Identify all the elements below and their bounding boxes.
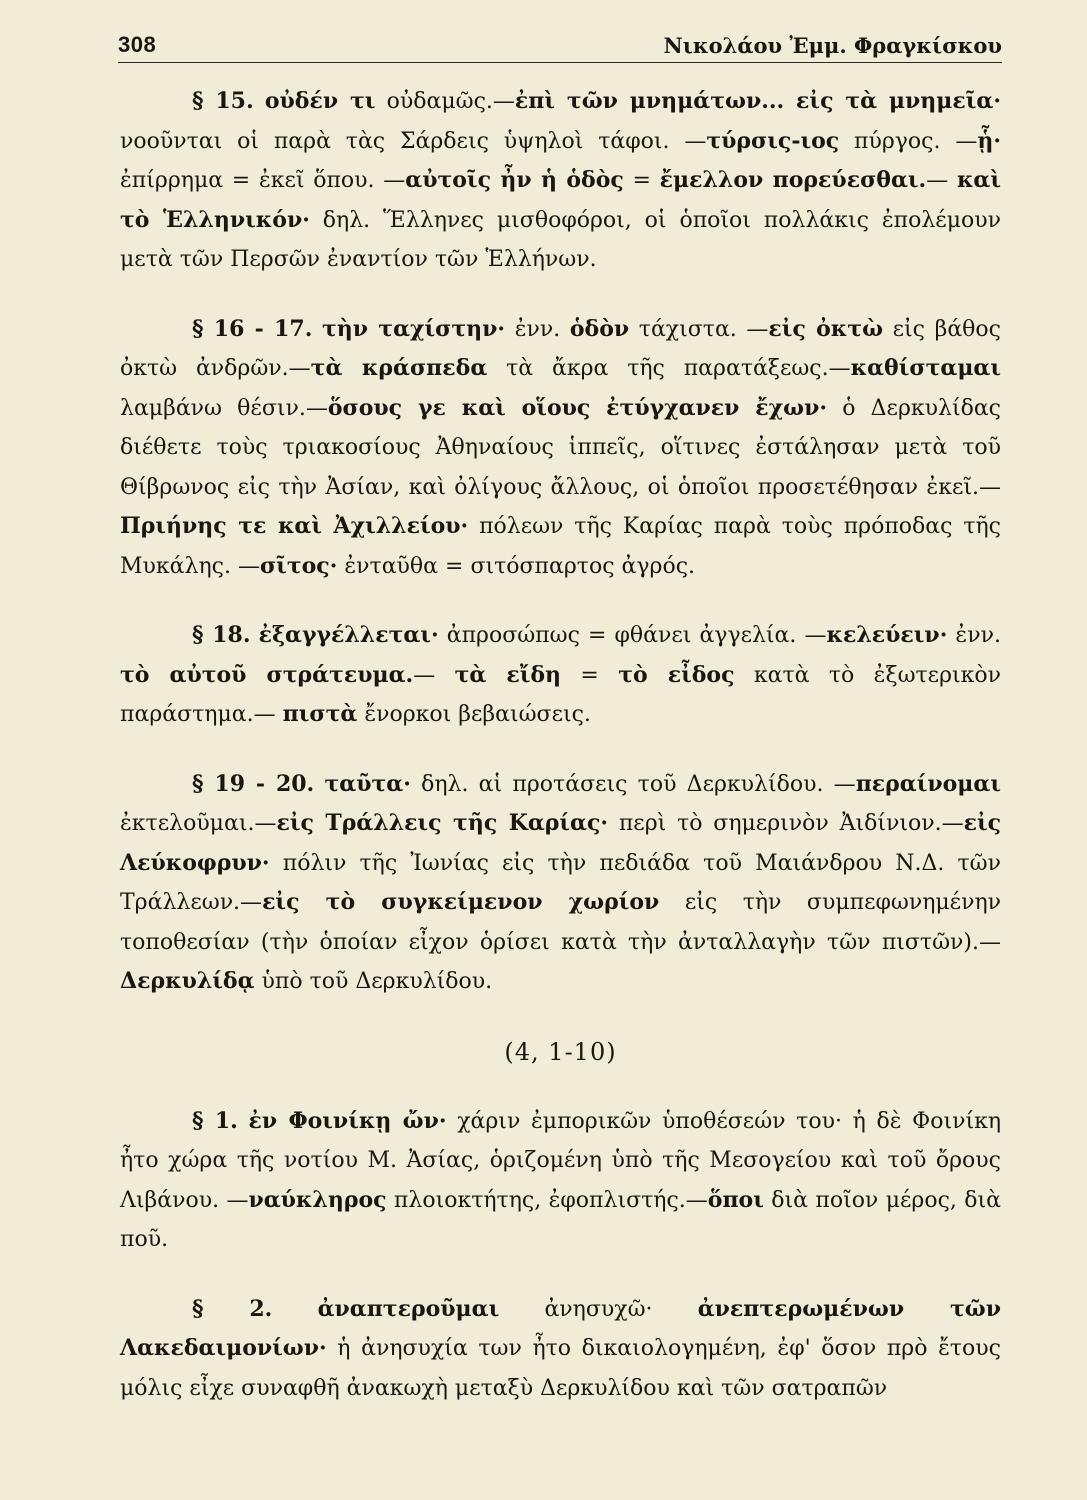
gloss-text: ἀνησυχῶ· xyxy=(499,1296,698,1322)
gloss-text: οὐδαμῶς.— xyxy=(375,89,515,114)
gloss-text xyxy=(254,89,265,114)
section-heading: (4, 1-10) xyxy=(504,1037,617,1066)
gloss-text: εἰς τὴν συμπεφωνημένην τοποθεσίαν (τὴν ὁποίαν εἶχον ὁρίσει κατὰ τὴν ἀνταλλαγὴν τῶν πιστῶν).— xyxy=(120,890,1002,955)
commentary-paragraph xyxy=(120,310,1001,587)
commentary-paragraph xyxy=(120,616,1001,735)
page-number: 308 xyxy=(118,32,157,57)
section-number: § 19 - 20. xyxy=(192,770,315,797)
lemma-term: ὅσους γε καὶ οἵους ἐτύγχανεν ἔχων· xyxy=(327,394,828,421)
gloss-text: — xyxy=(413,662,455,688)
lemma-term: τὰ κράσπεδα xyxy=(310,355,488,381)
section-number: § 15. xyxy=(192,88,254,114)
lemma-term: σῖτος· xyxy=(259,552,338,579)
gloss-text: = xyxy=(623,168,660,193)
lemma-term: εἰς τὸ συγκείμενον χωρίον xyxy=(262,889,660,915)
gloss-text: πλοιοκτήτης, ἐφοπλιστής.— xyxy=(386,1187,708,1213)
lemma-term: περαίνομαι xyxy=(855,770,1001,797)
lemma-term: εἰς Λεύκοφρυν· xyxy=(120,810,1001,876)
gloss-text: πόλεων τῆς Καρίας παρὰ τοὺς πρόποδας τῆς Μυκάλης. — xyxy=(120,514,1001,579)
lemma-term: καθίσταμαι xyxy=(850,355,1001,381)
gloss-text: ἡ ἀνησυχία των ἦτο δικαιολογημένη, ἐφ' ὅσον πρὸ ἔτους μόλις εἶχε συναφθῆ ἀνακωχὴ μεταξὺ Δερκυλίδου καὶ τῶν σατραπῶν xyxy=(120,1336,1001,1401)
gloss-text xyxy=(314,772,324,797)
gloss-text: ἀπροσώπως = φθάνει ἀγγελία. — xyxy=(438,623,827,648)
section-number: § 1. xyxy=(192,1107,238,1134)
gloss-text: ἐνν. xyxy=(947,623,1001,648)
gloss-text: ὁ Δερκυλίδας διέθετε τοὺς τριακοσίους Ἀθηναίους ἱππεῖς, οἵτινες ἐστάλησαν μετὰ τοῦ Θίβρωνος εἰς τὴν Ἀσίαν, καὶ ὀλίγους ἄλλους, οἱ ὁποῖοι προσετέθησαν ἐκεῖ.— xyxy=(120,395,1001,500)
lemma-term: ναύκληρος xyxy=(248,1186,387,1213)
commentary-paragraph xyxy=(120,82,1001,280)
gloss-text: τάχιστα. — xyxy=(629,316,769,342)
lemma-term: ὁδὸν xyxy=(569,315,630,342)
lemma-term: Πριήνης τε καὶ Ἀχιλλείου· xyxy=(120,513,469,539)
gloss-text: κατὰ τὸ ἐξωτερικὸν παράστημα.— xyxy=(120,662,1002,727)
lemma-term: ταῦτα· xyxy=(324,770,411,797)
section-number: § 18. xyxy=(192,622,251,648)
lemma-term: ἐξαγγέλλεται· xyxy=(258,622,439,648)
lemma-term: κελεύειν· xyxy=(826,622,948,648)
lemma-term: τὰ εἴδη xyxy=(454,661,562,688)
lemma-term: Δερκυλίδᾳ xyxy=(120,968,255,994)
lemma-term: ὅποι xyxy=(707,1186,764,1213)
commentary-paragraph xyxy=(120,765,1001,1002)
lemma-term: ἀνεπτερωμένων τῶν Λακεδαιμονίων· xyxy=(120,1295,1001,1361)
gloss-text: τὰ ἄκρα τῆς παρατάξεως.— xyxy=(487,356,851,381)
lemma-term: ἔμελλον πορεύεσθαι. xyxy=(659,167,927,193)
gloss-text: δηλ. Ἕλληνες μισθοφόροι, οἱ ὁποῖοι πολλάκις ἐπολέμουν μετὰ τῶν Περσῶν ἐναντίον τῶν Ἑλλήνων. xyxy=(120,207,1001,272)
commentary-paragraph xyxy=(120,1102,1001,1260)
gloss-text: ἐνταῦθα = σιτόσπαρτος ἀγρός. xyxy=(337,553,696,579)
commentary-paragraph xyxy=(120,1290,1001,1409)
lemma-term: εἰς Τράλλεις τῆς Καρίας· xyxy=(276,810,609,836)
commentary-group-1 xyxy=(120,82,1001,1002)
lemma-term: ἐπὶ τῶν μνημάτων... εἰς τὰ μνημεῖα· xyxy=(514,88,1002,114)
header-rule xyxy=(118,62,1002,63)
gloss-text: = xyxy=(561,662,619,688)
lemma-term: τὸ αὐτοῦ στράτευμα. xyxy=(120,661,414,688)
gloss-text: ἔνορκοι βεβαιώσεις. xyxy=(357,702,591,727)
gloss-text: περὶ τὸ σημερινὸν Ἀιδίνιον.— xyxy=(608,811,964,836)
gloss-text xyxy=(272,1297,317,1322)
lemma-term: καὶ τὸ Ἑλληνικόν· xyxy=(120,167,1002,233)
commentary-group-2 xyxy=(120,1102,1001,1409)
lemma-term: ἀναπτεροῦμαι xyxy=(317,1295,500,1322)
gloss-text: πόλιν τῆς Ἰωνίας εἰς τὴν πεδιάδα τοῦ Μαιάνδρου Ν.Δ. τῶν Τράλλεων.— xyxy=(120,850,1001,915)
lemma-term: αὐτοῖς ἦν ἡ ὁδὸς xyxy=(405,167,624,193)
gloss-text: ὑπὸ τοῦ Δερκυλίδου. xyxy=(254,969,493,994)
gloss-text: λαμβάνω θέσιν.— xyxy=(120,395,328,421)
gloss-text: διὰ ποῖον μέρος, διὰ ποῦ. xyxy=(120,1187,1001,1252)
gloss-text xyxy=(251,623,259,648)
gloss-text xyxy=(312,317,322,342)
gloss-text: ἐνν. xyxy=(505,316,570,342)
section-number: § 2. xyxy=(192,1295,273,1322)
lemma-term: πιστὰ xyxy=(282,701,358,727)
gloss-text: νοοῦνται οἱ παρὰ τὰς Σάρδεις ὑψηλοὶ τάφοι. — xyxy=(120,128,707,154)
lemma-term: τὴν ταχίστην· xyxy=(321,315,506,342)
gloss-text xyxy=(238,1109,249,1134)
gloss-text: χάριν ἐμπορικῶν ὑποθέσεών του· ἡ δὲ Φοινίκη ἦτο χώρα τῆς νοτίου Μ. Ἀσίας, ὁριζομένη ὑπὸ τῆς Μεσογείου καὶ τοῦ ὄρους Λιβάνου. — xyxy=(120,1108,1002,1213)
gloss-text: εἰς βάθος ὀκτὼ ἀνδρῶν.— xyxy=(120,316,1001,381)
page-header xyxy=(118,18,1002,58)
lemma-term: οὐδέν τι xyxy=(264,88,376,114)
running-title: Νικολάου Ἐμμ. Φραγκίσκου xyxy=(663,33,1002,58)
page-content xyxy=(120,82,1001,1438)
section-number: § 16 - 17. xyxy=(192,315,313,342)
lemma-term: τὸ εἶδος xyxy=(618,661,735,688)
lemma-term: ἐν Φοινίκῃ ὤν· xyxy=(248,1107,447,1134)
gloss-text: πύργος. — xyxy=(839,128,978,154)
lemma-term: εἰς ὀκτὼ xyxy=(768,315,884,342)
gloss-text: ἐπίρρημα = ἐκεῖ ὅπου. — xyxy=(120,168,406,193)
gloss-text: — xyxy=(926,168,957,193)
lemma-term: ᾗ· xyxy=(977,127,1001,154)
lemma-term: τύρσις-ιος xyxy=(706,127,840,154)
gloss-text: δηλ. αἱ προτάσεις τοῦ Δερκυλίδου. — xyxy=(410,771,856,797)
gloss-text: ἐκτελοῦμαι.— xyxy=(120,811,277,836)
